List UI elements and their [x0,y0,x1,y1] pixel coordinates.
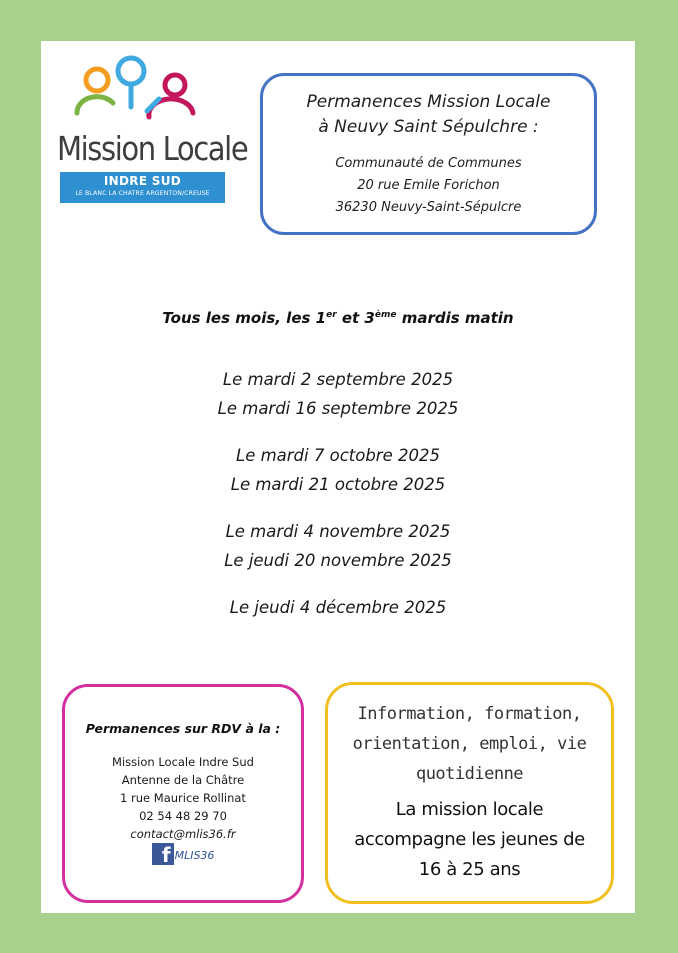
tagline-line1: La mission locale [395,799,544,820]
schedule-intro [41,309,635,327]
appointment-heading: Permanences sur RDV à la : [85,721,281,736]
date-item: Le jeudi 20 novembre 2025 [224,551,452,570]
location-title [263,90,594,140]
date-item: Le mardi 2 septembre 2025 [222,370,454,389]
tagline-line3: 16 à 25 ans [418,859,521,880]
address-line3: 36230 Neuvy-Saint-Sépulcre [335,200,522,215]
mission-locale-logo [57,55,248,205]
services-box [325,682,614,904]
appointment-phone: 02 54 48 29 70 [139,809,227,823]
services-line3: quotidienne [415,764,524,784]
facebook-handle[interactable]: MLIS36 [174,849,215,862]
date-item: Le mardi 21 octobre 2025 [230,475,446,494]
date-list [41,365,635,640]
intro-text-3: mardis matin [396,309,514,327]
intro-sup-2: ème [374,310,397,320]
intro-text-2: et 3 [336,309,375,327]
flyer-page [41,41,635,913]
location-address [263,153,594,219]
logo-towns: LE BLANC LA CHATRE ARGENTON/CREUSE [75,190,210,197]
date-item: Le jeudi 4 décembre 2025 [229,598,447,617]
services-line2: orientation, emploi, vie [352,734,587,754]
date-group-september [41,365,635,423]
facebook-link[interactable] [65,843,301,865]
appointment-line1: Mission Locale Indre Sud [112,755,254,769]
address-line2: 20 rue Emile Forichon [357,178,500,193]
logo-band [60,172,225,203]
services-text [328,699,611,789]
date-group-october [41,441,635,499]
date-item: Le mardi 7 octobre 2025 [236,446,440,465]
date-group-november [41,517,635,575]
mission-locale-logo-icon [71,55,211,127]
appointment-line2: Antenne de la Châtre [121,773,245,787]
appointment-box [62,684,304,903]
services-line1: Information, formation, [357,704,582,724]
date-item: Le mardi 4 novembre 2025 [225,522,451,541]
appointment-email[interactable]: contact@mlis36.fr [130,827,236,841]
appointment-line3: 1 rue Maurice Rollinat [120,791,246,805]
facebook-icon[interactable]: f [152,843,174,865]
intro-text-1: Tous les mois, les 1 [162,309,327,327]
date-item: Le mardi 16 septembre 2025 [217,399,459,418]
location-title-line2: à Neuvy Saint Sépulchre : [318,117,539,137]
intro-sup-1: er [326,310,337,320]
logo-wordmark: Mission Locale [57,129,248,168]
appointment-info [65,753,301,865]
date-group-december [41,593,635,622]
location-title-line1: Permanences Mission Locale [306,92,551,112]
address-line1: Communauté de Communes [335,156,522,171]
tagline-line2: accompagne les jeunes de [354,829,585,850]
tagline-text [328,795,611,885]
location-box [260,73,597,235]
logo-region: INDRE SUD [103,174,182,188]
